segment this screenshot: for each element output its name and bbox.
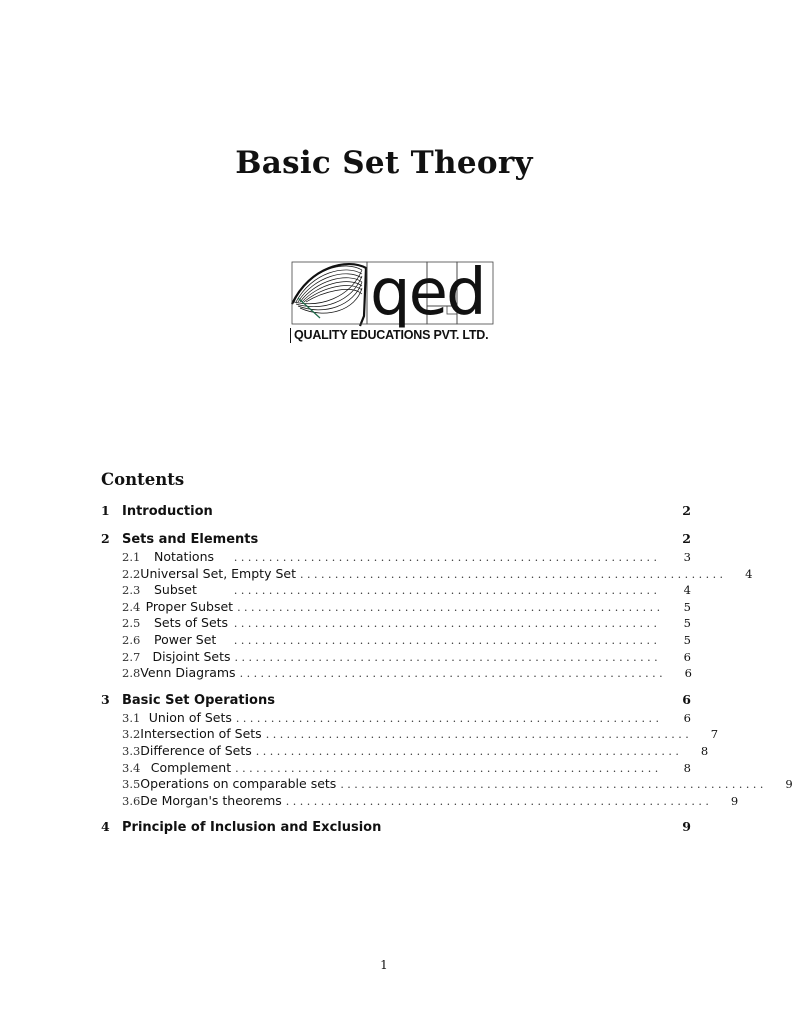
toc-subsection-number: 2.6 (122, 632, 141, 647)
toc-dot-leader: . . . . . . . . . . . . . . . . . . . . . . . . . . . . . . . . . . . . . . . . . . . . . . . . . . . . . . . . . . . . . (340, 778, 764, 792)
toc-subsection-number: 3.4 (122, 760, 141, 775)
toc-subsection-title[interactable]: Intersection of Sets (140, 726, 262, 742)
toc-subsection-number: 3.6 (122, 793, 141, 808)
toc-section-entry[interactable] (101, 531, 691, 549)
toc-section (101, 503, 691, 521)
toc-dot-leader: . . . . . . . . . . . . . . . . . . . . . . . . . . . . . . . . . . . . . . . . . . . . . . . . . . . . . . . . . . . . . (234, 650, 658, 664)
toc-subsection-number: 2.1 (122, 550, 141, 564)
toc-subsection-entry[interactable] (101, 565, 753, 583)
toc-subsection-title[interactable]: Difference of Sets (140, 742, 252, 758)
toc-subsection-page[interactable]: 6 (683, 649, 691, 664)
toc-subsection-number: 2.5 (122, 616, 141, 631)
toc-subsection-page[interactable]: 5 (683, 616, 691, 631)
toc-subsection-number: 2.4 (122, 599, 141, 614)
toc-subsection-entry[interactable] (101, 549, 691, 566)
contents-heading: Contents (101, 470, 185, 489)
toc-subsection-entry[interactable] (101, 582, 691, 599)
toc-subsection-page[interactable]: 8 (700, 743, 709, 758)
toc-subsection-entry[interactable] (101, 665, 691, 682)
company-logo (290, 258, 510, 350)
toc-dot-leader: . . . . . . . . . . . . . . . . . . . . . . . . . . . . . . . . . . . . . . . . . . . . . . . . . . . . . . . . . . . . . (285, 794, 709, 808)
toc-subsection-number: 2.3 (122, 583, 141, 598)
toc-dot-leader: . . . . . . . . . . . . . . . . . . . . . . . . . . . . . . . . . . . . . . . . . . . . . . . . . . . . . . . . . . . . . (235, 761, 659, 775)
toc-subsection-number: 2.2 (122, 566, 141, 581)
toc-subsection-entry[interactable] (101, 710, 691, 727)
toc-subsection-page[interactable]: 5 (683, 632, 691, 647)
toc-subsection-title[interactable]: Notations (154, 549, 215, 564)
page-title: Basic Set Theory (235, 145, 533, 181)
toc-subsection-title[interactable]: Subset (154, 582, 197, 598)
toc-subsection-entry[interactable] (101, 760, 691, 777)
toc-section-number: 4 (101, 819, 110, 835)
toc-subsection-page[interactable]: 3 (683, 550, 691, 564)
toc-subsection-entry[interactable] (101, 742, 709, 760)
toc-section-number: 1 (101, 503, 110, 518)
toc-subsection-title[interactable]: Complement (150, 759, 232, 775)
toc-dot-leader: . . . . . . . . . . . . . . . . . . . . . . . . . . . . . . . . . . . . . . . . . . . . . . . . . . . . . . . . . . . . . (299, 567, 724, 581)
toc-subsection-page[interactable]: 9 (785, 777, 793, 792)
toc-dot-leader: . . . . . . . . . . . . . . . . . . . . . . . . . . . . . . . . . . . . . . . . . . . . . . . . . . . . . . . . . . . . . (237, 600, 661, 614)
toc-subsection-page[interactable]: 4 (683, 583, 691, 598)
toc-section (101, 531, 753, 682)
toc-section (101, 819, 691, 837)
toc-subsection-entry[interactable] (101, 649, 691, 666)
toc-subsection-entry[interactable] (101, 632, 691, 649)
toc-section-page[interactable]: 2 (682, 503, 691, 518)
toc-section-number: 3 (101, 691, 110, 707)
toc-subsection-title[interactable]: Universal Set, Empty Set (140, 565, 296, 581)
toc-subsection-title[interactable]: De Morgan's theorems (140, 792, 282, 808)
toc-subsection-entry[interactable] (101, 792, 739, 810)
toc-dot-leader: . . . . . . . . . . . . . . . . . . . . . . . . . . . . . . . . . . . . . . . . . . . . . . . . . . . . . . . . . . . . . (255, 744, 679, 758)
logo-tagline: QUALITY EDUCATIONS PVT. LTD. (290, 328, 509, 343)
toc-subsection-number: 3.2 (122, 727, 141, 742)
toc-section-entry[interactable] (101, 503, 691, 521)
table-of-contents (101, 503, 793, 847)
toc-subsection-title[interactable]: Union of Sets (148, 709, 232, 725)
toc-section-title[interactable]: Basic Set Operations (122, 692, 275, 708)
toc-subsection-title[interactable]: Venn Diagrams (140, 665, 236, 681)
toc-dot-leader: . . . . . . . . . . . . . . . . . . . . . . . . . . . . . . . . . . . . . . . . . . . . . . . . . . . . . . . . . . . . . (235, 711, 659, 725)
toc-subsection-title[interactable]: Proper Subset (145, 598, 234, 614)
toc-subsection-title[interactable]: Operations on comparable sets (140, 776, 337, 792)
toc-section (101, 691, 793, 810)
toc-dot-leader: . . . . . . . . . . . . . . . . . . . . . . . . . . . . . . . . . . . . . . . . . . . . . . . . . . . . . . . . . . . . . (233, 633, 657, 647)
toc-subsection-page[interactable]: 6 (684, 666, 692, 681)
toc-subsection-number: 2.8 (122, 666, 141, 681)
toc-subsection-page[interactable]: 5 (683, 599, 691, 614)
toc-subsection-number: 2.7 (122, 649, 141, 664)
toc-section-title[interactable]: Sets and Elements (122, 532, 259, 547)
toc-subsection-title[interactable]: Sets of Sets (154, 615, 229, 631)
toc-subsection-page[interactable]: 6 (683, 710, 691, 725)
logo-graphic-icon (290, 258, 505, 328)
toc-subsection-entry[interactable] (101, 726, 719, 743)
toc-section-title[interactable]: Introduction (122, 504, 213, 519)
toc-section-entry[interactable] (101, 819, 691, 837)
toc-subsection-title[interactable]: Power Set (154, 631, 217, 647)
toc-dot-leader: . . . . . . . . . . . . . . . . . . . . . . . . . . . . . . . . . . . . . . . . . . . . . . . . . . . . . . . . . . . . . (233, 551, 657, 564)
toc-section-number: 2 (101, 531, 110, 546)
toc-subsection-page[interactable]: 9 (730, 793, 739, 808)
toc-dot-leader: . . . . . . . . . . . . . . . . . . . . . . . . . . . . . . . . . . . . . . . . . . . . . . . . . . . . . . . . . . . . . (233, 584, 657, 598)
toc-subsection-page[interactable]: 8 (683, 760, 691, 775)
toc-subsection-entry[interactable] (101, 776, 793, 793)
logo-wordmark: qed (370, 256, 485, 330)
toc-section-title[interactable]: Principle of Inclusion and Exclusion (122, 820, 382, 836)
toc-dot-leader: . . . . . . . . . . . . . . . . . . . . . . . . . . . . . . . . . . . . . . . . . . . . . . . . . . . . . . . . . . . . . (265, 728, 689, 742)
toc-section-entry[interactable] (101, 692, 691, 710)
toc-subsection-entry[interactable] (101, 599, 691, 616)
toc-section-page[interactable]: 2 (682, 531, 691, 546)
toc-subsection-entry[interactable] (101, 615, 691, 632)
toc-subsection-page[interactable]: 4 (745, 566, 753, 581)
toc-section-page[interactable]: 9 (682, 819, 691, 835)
toc-subsection-page[interactable]: 7 (710, 727, 719, 742)
toc-subsection-title[interactable]: Disjoint Sets (152, 648, 231, 664)
toc-subsection-number: 3.3 (122, 743, 141, 758)
toc-section-page[interactable]: 6 (682, 691, 691, 707)
toc-subsection-number: 3.1 (122, 710, 141, 725)
toc-dot-leader: . . . . . . . . . . . . . . . . . . . . . . . . . . . . . . . . . . . . . . . . . . . . . . . . . . . . . . . . . . . . . (233, 617, 657, 631)
toc-subsection-number: 3.5 (122, 777, 141, 792)
toc-dot-leader: . . . . . . . . . . . . . . . . . . . . . . . . . . . . . . . . . . . . . . . . . . . . . . . . . . . . . . . . . . . . . (239, 667, 663, 681)
page-number: 1 (380, 958, 388, 972)
